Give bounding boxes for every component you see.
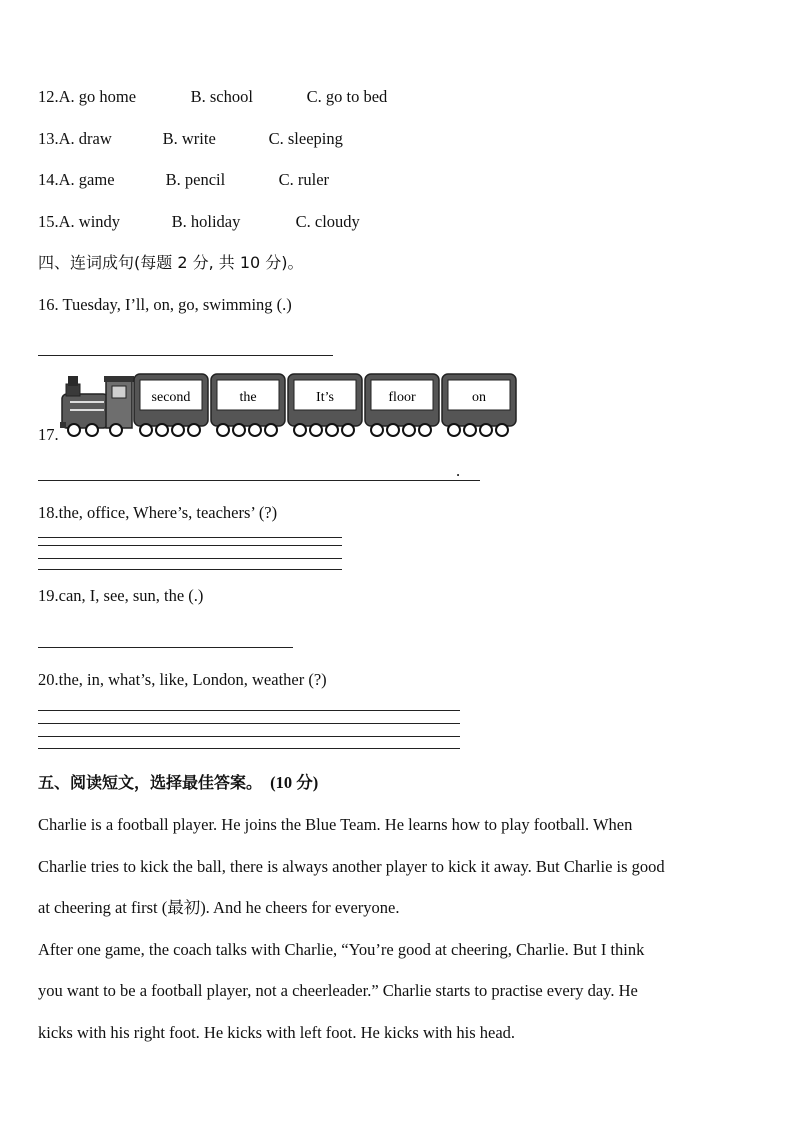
section-5-heading xyxy=(38,775,318,792)
train-car-5 xyxy=(442,374,516,436)
option-a: A. windy xyxy=(58,212,121,231)
train-word: It’s xyxy=(316,390,334,405)
train-word: second xyxy=(151,390,191,405)
answer-line-18a[interactable] xyxy=(38,537,342,538)
train-word: on xyxy=(472,390,486,405)
answer-line-20b[interactable] xyxy=(38,723,460,724)
train-word: floor xyxy=(388,390,416,405)
answer-line-20a[interactable] xyxy=(38,710,460,711)
question-number: 12. xyxy=(38,87,59,106)
option-c: C. sleeping xyxy=(268,129,343,148)
locomotive-icon xyxy=(60,376,134,436)
option-b: B. school xyxy=(190,87,253,106)
option-c: C. go to bed xyxy=(306,87,388,106)
answer-line-16[interactable] xyxy=(38,355,333,356)
question-number: 13. xyxy=(38,129,59,148)
option-a: A. draw xyxy=(58,129,112,148)
answer-line-19[interactable] xyxy=(38,647,293,648)
train-car-2 xyxy=(211,374,285,436)
answer-line-18c[interactable] xyxy=(38,558,342,559)
question-18: 18.the, office, Where’s, teachers’ (?) xyxy=(38,503,278,522)
train-car-1 xyxy=(134,374,208,436)
question-17-number: 17. xyxy=(38,425,59,444)
answer-line-20c[interactable] xyxy=(38,736,460,737)
question-12 xyxy=(38,89,387,106)
option-a: A. game xyxy=(58,170,115,189)
passage-line-4: After one game, the coach talks with Charlie, “You’re good at cheering, Charlie. But I think xyxy=(38,940,645,959)
section-5-title: 五、阅读短文，选择最佳答案。 xyxy=(38,773,263,792)
option-c: C. ruler xyxy=(278,170,330,189)
answer-line-17[interactable] xyxy=(38,480,480,481)
word-train xyxy=(60,370,520,440)
passage-line-5: you want to be a football player, not a cheerleader.” Charlie starts to practise every day. He xyxy=(38,981,638,1000)
option-b: B. write xyxy=(162,129,216,148)
passage-line-1: Charlie is a football player. He joins the Blue Team. He learns how to play football. When xyxy=(38,815,633,834)
question-number: 15. xyxy=(38,212,59,231)
section-5-score: (10 分) xyxy=(270,773,319,792)
answer-line-20d[interactable] xyxy=(38,748,460,749)
question-number: 14. xyxy=(38,170,59,189)
question-20: 20.the, in, what’s, like, London, weather (?) xyxy=(38,670,327,689)
train-word: the xyxy=(239,390,257,405)
option-b: B. pencil xyxy=(165,170,226,189)
question-14 xyxy=(38,172,329,189)
passage-line-3: at cheering at first (最初). And he cheers for everyone. xyxy=(38,898,400,917)
train-car-4 xyxy=(365,374,439,436)
answer-17-period: . xyxy=(456,461,461,480)
answer-line-18b[interactable] xyxy=(38,545,342,546)
question-16: 16. Tuesday, I’ll, on, go, swimming (.) xyxy=(38,295,292,314)
question-15 xyxy=(38,214,360,231)
passage-line-2: Charlie tries to kick the ball, there is always another player to kick it away. But Charlie is good xyxy=(38,857,665,876)
answer-line-18d[interactable] xyxy=(38,569,342,570)
passage-line-6: kicks with his right foot. He kicks with left foot. He kicks with his head. xyxy=(38,1023,516,1042)
option-a: A. go home xyxy=(58,87,137,106)
train-car-3 xyxy=(288,374,362,436)
question-19: 19.can, I, see, sun, the (.) xyxy=(38,586,204,605)
question-13 xyxy=(38,131,343,148)
option-b: B. holiday xyxy=(171,212,241,231)
section-4-title: 四、连词成句(每题 2 分, 共 10 分)。 xyxy=(38,253,304,272)
option-c: C. cloudy xyxy=(295,212,360,231)
